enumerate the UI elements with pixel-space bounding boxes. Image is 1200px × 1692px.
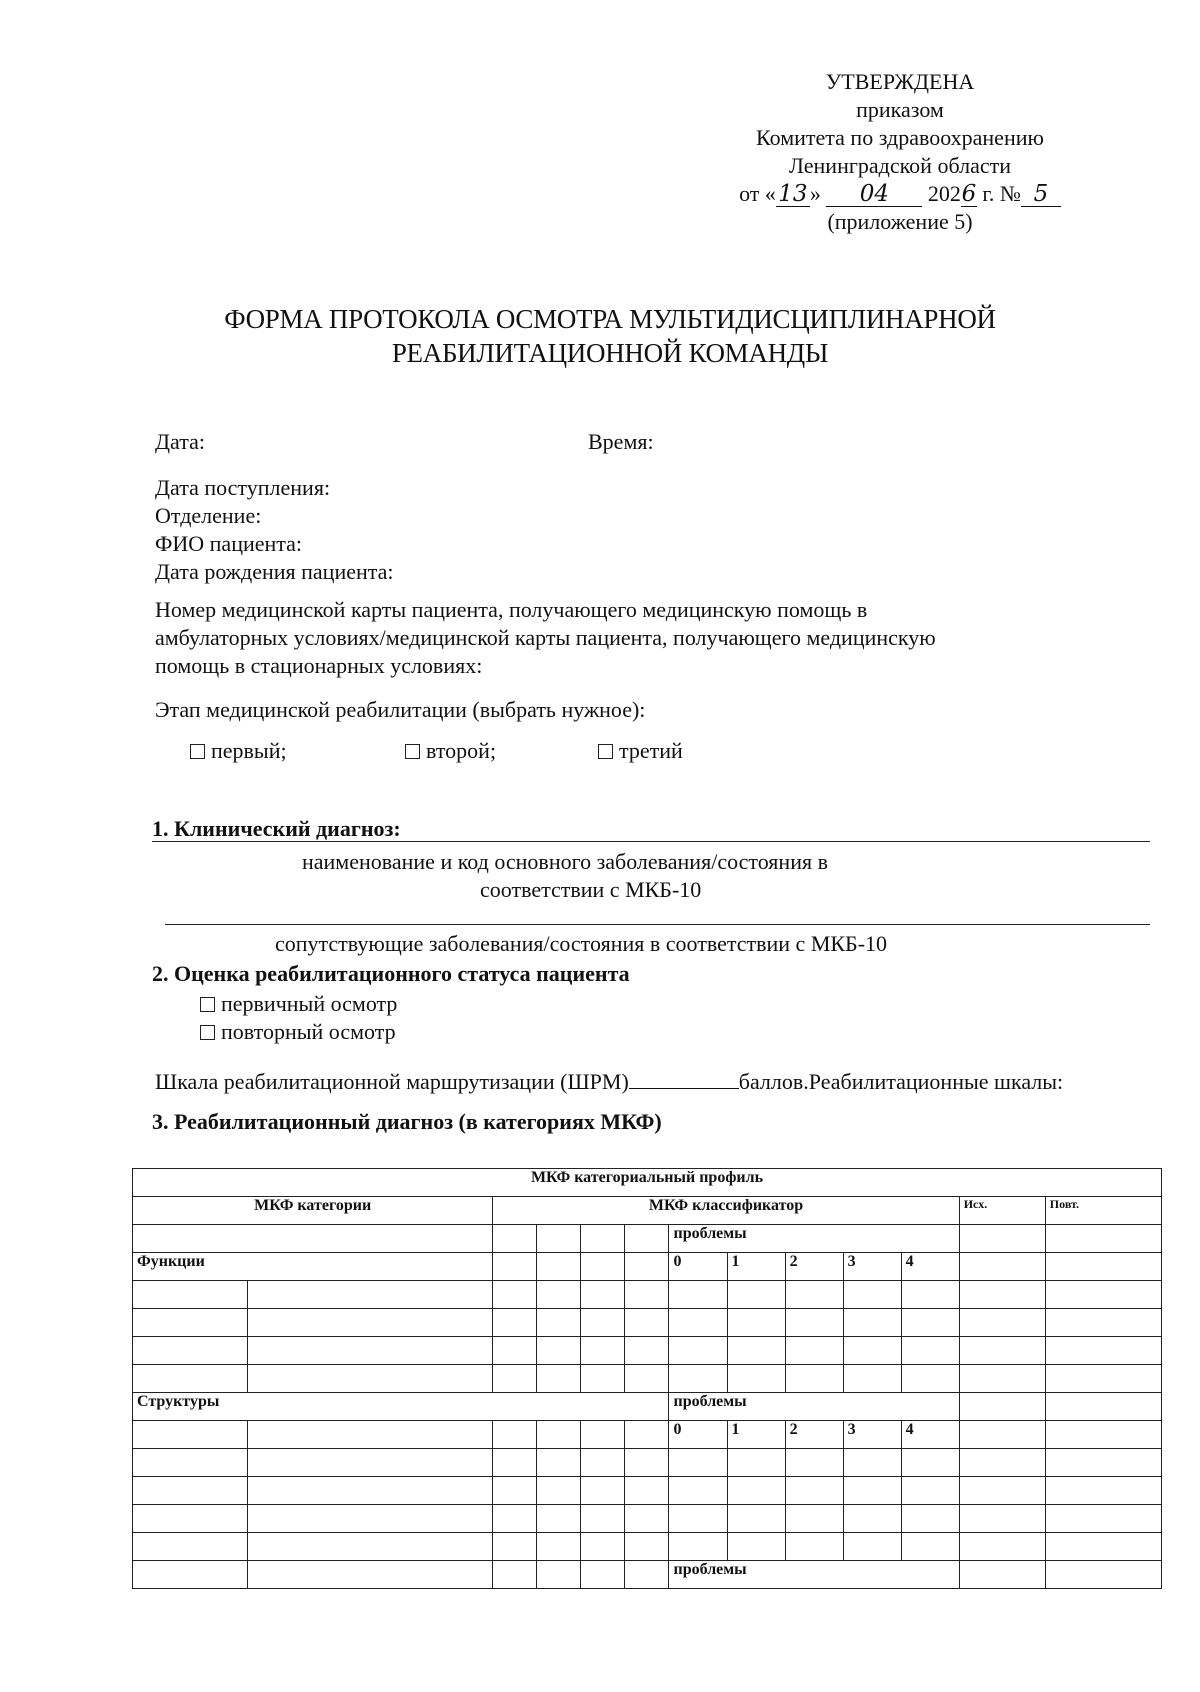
icf-blank-cell[interactable] xyxy=(133,1225,493,1253)
shrm-score-field[interactable] xyxy=(629,1066,739,1089)
card-number-line1: Номер медицинской карты пациента, получающего медицинскую помощь в xyxy=(155,597,868,622)
table-row xyxy=(133,1561,1162,1589)
table-row xyxy=(133,1477,1162,1505)
form-title xyxy=(120,302,1100,370)
form-title-line2: РЕАБИЛИТАЦИОННОЙ КОМАНДЫ xyxy=(391,338,829,368)
approval-day: 13 xyxy=(776,182,810,207)
scale-3: 3 xyxy=(843,1421,901,1449)
approval-date-prefix: от « xyxy=(739,181,776,206)
scale-4: 4 xyxy=(901,1253,959,1281)
table-row xyxy=(133,1337,1162,1365)
approval-block xyxy=(690,68,1110,236)
icf-profile-table xyxy=(132,1168,1162,1589)
department-label: Отделение: xyxy=(155,503,262,528)
section2-heading: 2. Оценка реабилитационного статуса пациента xyxy=(152,961,630,986)
form-title-line1: ФОРМА ПРОТОКОЛА ОСМОТРА МУЛЬТИДИСЦИПЛИНАРНОЙ xyxy=(224,304,996,334)
approval-year-prefix: 202 xyxy=(927,181,961,206)
card-number-line3: помощь в стационарных условиях: xyxy=(155,653,483,678)
admission-date-label: Дата поступления: xyxy=(155,475,331,500)
icf-classifier-header: МКФ классификатор xyxy=(493,1197,959,1225)
table-row xyxy=(133,1253,1162,1281)
main-diagnosis-line[interactable] xyxy=(152,841,1150,842)
scale-1: 1 xyxy=(727,1421,785,1449)
scale-2: 2 xyxy=(785,1253,843,1281)
problems-label: проблемы xyxy=(669,1561,959,1589)
comorbid-diagnosis-line[interactable] xyxy=(165,924,1150,925)
section1-heading: 1. Клинический диагноз: xyxy=(152,816,401,841)
approval-year-digit: 6 xyxy=(961,181,977,207)
scale-0: 0 xyxy=(669,1253,727,1281)
shrm-scale-label: Шкала реабилитационной маршрутизации (ШРМ) xyxy=(155,1069,629,1094)
checkbox-icon[interactable] xyxy=(190,744,205,759)
stage-option-third[interactable]: третий xyxy=(598,737,683,765)
table-row xyxy=(133,1393,1162,1421)
approval-date-line xyxy=(690,180,1110,208)
checkbox-icon[interactable] xyxy=(598,744,613,759)
approval-month: 04 xyxy=(826,182,922,207)
problems-label: проблемы xyxy=(669,1225,959,1253)
table-row xyxy=(133,1449,1162,1477)
patient-name-label: ФИО пациента: xyxy=(155,531,303,556)
birth-date-label: Дата рождения пациента: xyxy=(155,559,394,584)
shrm-scale-line xyxy=(155,1066,1063,1096)
table-row xyxy=(133,1505,1162,1533)
main-diagnosis-caption2: соответствии с МКБ-10 xyxy=(480,877,702,902)
approval-date-mid: » xyxy=(809,181,821,206)
approval-number: 5 xyxy=(1021,182,1061,207)
repeat-exam-option[interactable]: повторный осмотр xyxy=(200,1018,396,1046)
approval-region: Ленинградской области xyxy=(789,153,1011,178)
functions-label: Функции xyxy=(133,1253,493,1281)
icf-categories-header: МКФ категории xyxy=(133,1197,493,1225)
table-row xyxy=(133,1197,1162,1225)
main-diagnosis-caption1: наименование и код основного заболевания/состояния в xyxy=(302,849,828,874)
repeat-header: Повт. xyxy=(1045,1197,1161,1225)
table-row xyxy=(133,1533,1162,1561)
stage-option-first[interactable]: первый; xyxy=(190,737,287,765)
icf-profile-title: МКФ категориальный профиль xyxy=(133,1169,1162,1197)
scale-3: 3 xyxy=(843,1253,901,1281)
checkbox-icon[interactable] xyxy=(200,1025,215,1040)
primary-exam-option[interactable]: первичный осмотр xyxy=(200,990,397,1018)
time-label: Время: xyxy=(588,429,654,454)
scale-2: 2 xyxy=(785,1421,843,1449)
checkbox-icon[interactable] xyxy=(200,997,215,1012)
scale-0: 0 xyxy=(669,1421,727,1449)
shrm-scale-suffix: баллов.Реабилитационные шкалы: xyxy=(738,1069,1064,1094)
scale-4: 4 xyxy=(901,1421,959,1449)
date-label: Дата: xyxy=(155,429,205,454)
comorbid-caption: сопутствующие заболевания/состояния в соответствии с МКБ-10 xyxy=(275,931,888,956)
scale-1: 1 xyxy=(727,1253,785,1281)
problems-label: проблемы xyxy=(669,1393,959,1421)
table-row xyxy=(133,1421,1162,1449)
section3-heading: 3. Реабилитационный диагноз (в категориях МКФ) xyxy=(152,1109,662,1134)
stage-label: Этап медицинской реабилитации (выбрать нужное): xyxy=(155,697,646,722)
initial-header: Исх. xyxy=(959,1197,1045,1225)
table-row xyxy=(133,1309,1162,1337)
approval-order: приказом xyxy=(856,97,944,122)
table-row xyxy=(133,1169,1162,1197)
approval-committee: Комитета по здравоохранению xyxy=(756,125,1044,150)
approval-title: УТВЕРЖДЕНА xyxy=(825,69,975,94)
structures-label: Структуры xyxy=(133,1393,669,1421)
approval-year-suffix: г. № xyxy=(976,181,1021,206)
table-row xyxy=(133,1281,1162,1309)
checkbox-icon[interactable] xyxy=(405,744,420,759)
stage-option-second[interactable]: второй; xyxy=(405,737,496,765)
table-row xyxy=(133,1365,1162,1393)
approval-appendix: (приложение 5) xyxy=(827,209,973,234)
table-row xyxy=(133,1225,1162,1253)
card-number-line2: амбулаторных условиях/медицинской карты пациента, получающего медицинскую xyxy=(155,625,936,650)
